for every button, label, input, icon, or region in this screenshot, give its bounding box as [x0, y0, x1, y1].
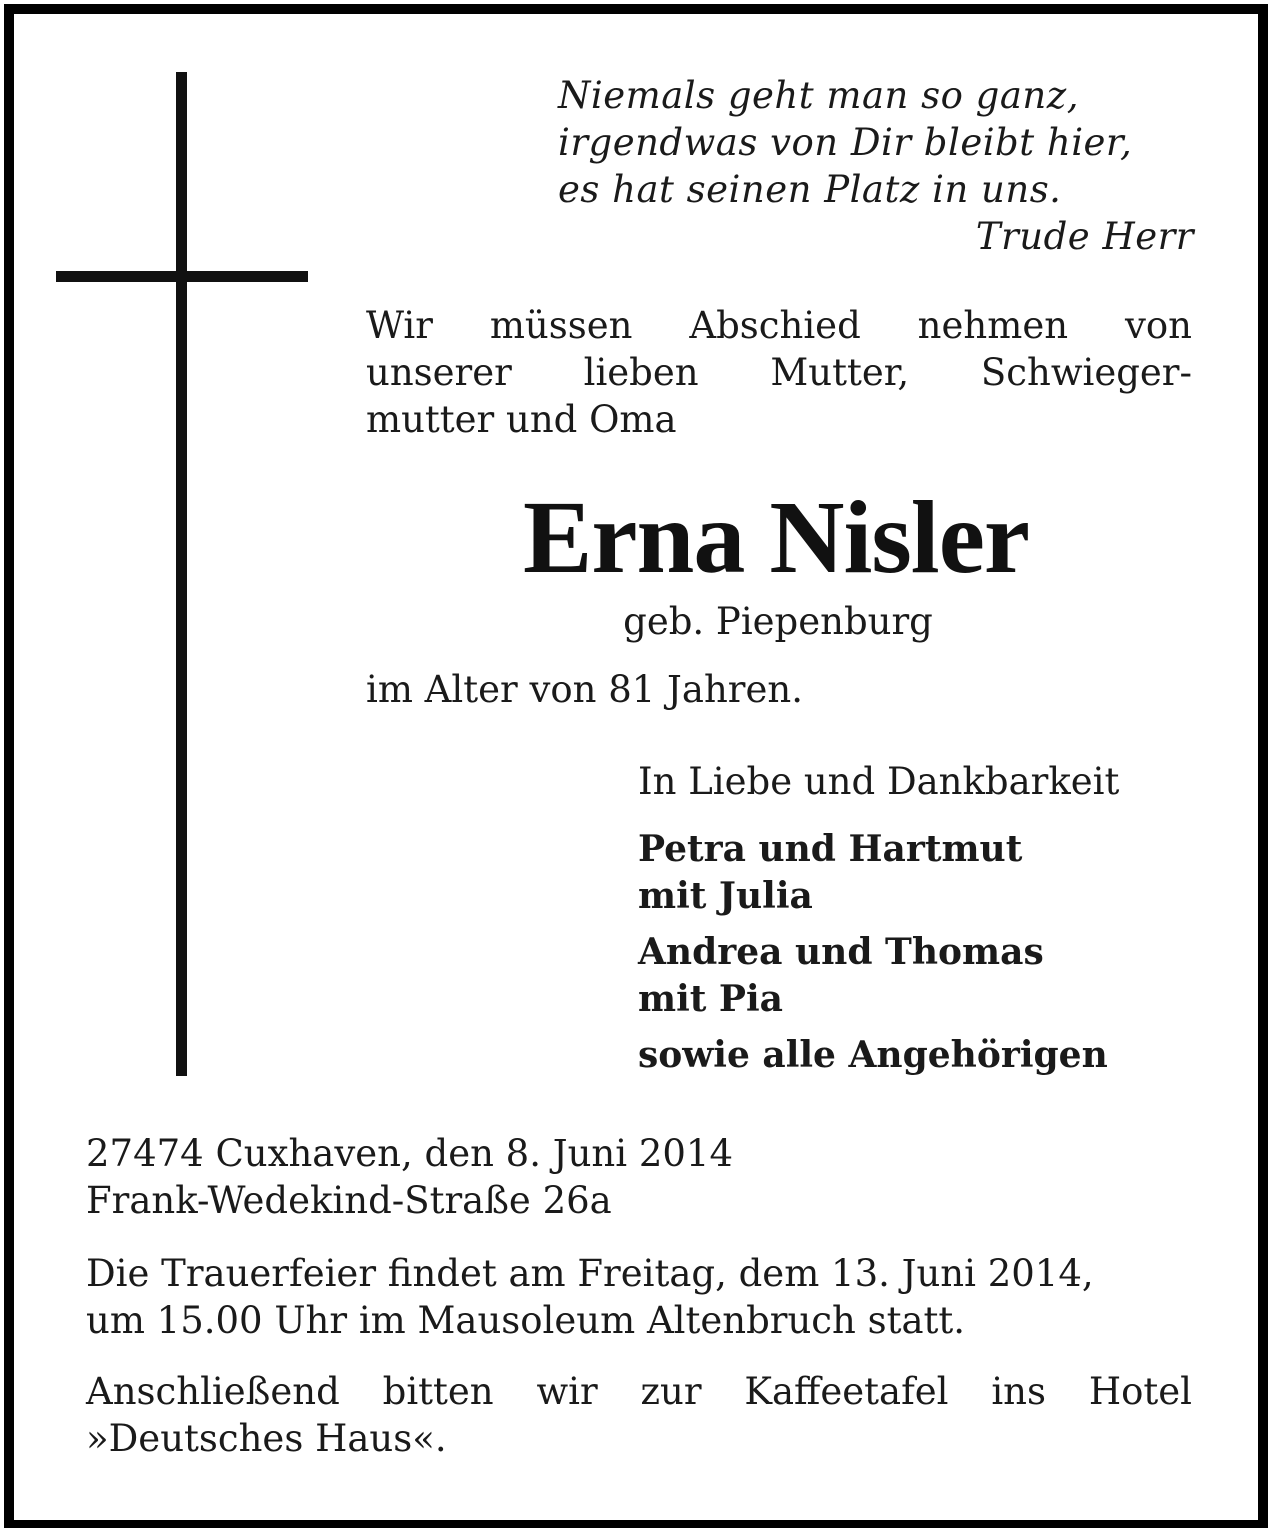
reception-notice [86, 1368, 1192, 1462]
closing-phrase: In Liebe und Dankbarkeit [638, 760, 1120, 803]
mourner-group [638, 826, 1108, 920]
quote-line: es hat seinen Platz in uns. [558, 168, 1062, 211]
mourner-line: Andrea und Thomas [638, 931, 1044, 973]
intro-line: mutter und Oma [366, 398, 677, 441]
quote-line: Niemals geht man so ganz, [558, 74, 1079, 117]
funeral-notice [86, 1250, 1192, 1344]
cross-icon-horizontal-bar [56, 271, 308, 282]
age-statement: im Alter von 81 Jahren. [366, 668, 803, 711]
reception-line: »Deutsches Haus«. [86, 1417, 447, 1460]
deceased-name: Erna Nisler [522, 480, 1030, 595]
birth-name: geb. Piepenburg [623, 600, 933, 643]
street-line: Frank-Wedekind-Straße 26a [86, 1179, 612, 1222]
mourner-group [638, 929, 1108, 1023]
intro-line: Wir müssen Abschied nehmen von [366, 304, 1192, 347]
address-block [86, 1130, 733, 1224]
mourner-line: Petra und Hartmut [638, 828, 1023, 870]
memorial-quote [558, 72, 1194, 260]
place-date-line: 27474 Cuxhaven, den 8. Juni 2014 [86, 1132, 733, 1175]
cross-icon-vertical-bar [176, 72, 187, 1076]
quote-line: irgendwas von Dir bleibt hier, [558, 121, 1133, 164]
mourner-line: mit Julia [638, 875, 813, 917]
mourner-line: mit Pia [638, 978, 784, 1020]
mourner-line: sowie alle Angehörigen [638, 1034, 1108, 1076]
mourners-list [638, 826, 1108, 1088]
reception-line: Anschließend bitten wir zur Kaffeetafel ins Hotel [86, 1370, 1192, 1413]
mourner-group [638, 1032, 1108, 1079]
announcement-intro [366, 302, 1192, 443]
intro-line: unserer lieben Mutter, Schwieger- [366, 351, 1192, 394]
funeral-line: um 15.00 Uhr im Mausoleum Altenbruch statt. [86, 1299, 966, 1342]
funeral-line: Die Trauerfeier findet am Freitag, dem 13. Juni 2014, [86, 1252, 1094, 1295]
quote-author: Trude Herr [975, 215, 1194, 258]
